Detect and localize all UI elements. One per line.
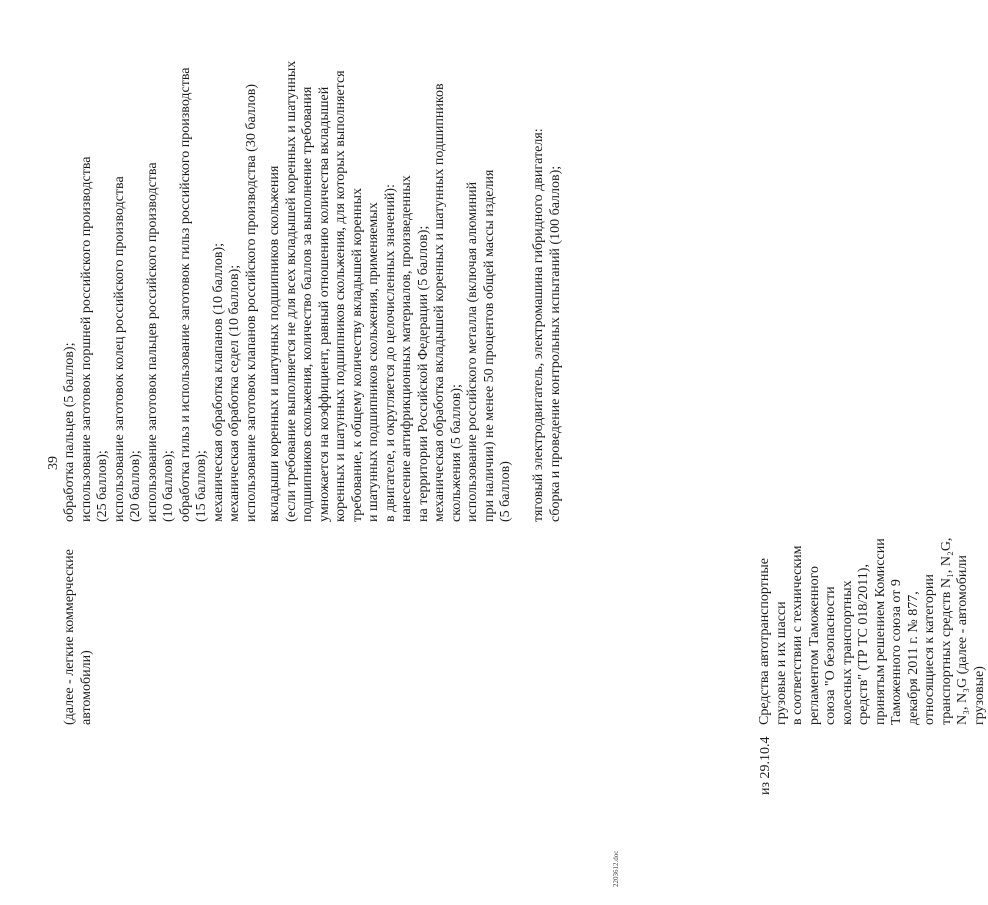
product-line: (далее - легкие коммерческие — [62, 549, 77, 725]
requirements-top — [62, 2, 260, 522]
requirement-line: обработка пальцев (5 баллов); — [62, 342, 77, 522]
requirement-line: при наличии) не менее 50 процентов общей массы изделия — [481, 169, 497, 522]
requirement-line: коренных и шатунных подшипников скольжения, для которых выполняется — [333, 70, 348, 522]
product-description — [757, 385, 988, 725]
requirement-line: механическая обработка вкладышей коренных и шатунных подшипников — [432, 83, 447, 522]
requirement-line: тяговый электродвигатель, электромашина гибридного двигателя: — [531, 128, 546, 522]
product-line: принятым решением Комиссии — [872, 538, 888, 725]
requirement-line: механическая обработка седел (10 баллов); — [227, 264, 242, 522]
requirement-line: нанесение антифрикционных материалов, произведенных — [399, 175, 414, 522]
product-line: колесных транспортных — [839, 580, 855, 725]
requirement-line: (15 баллов); — [194, 450, 209, 522]
product-line: относящиеся к категории — [922, 574, 937, 725]
requirement-line: (10 баллов); — [161, 450, 176, 522]
requirement-line: (25 баллов); — [95, 450, 110, 522]
requirement-line: вкладыши коренных и шатунных подшипников скольжения — [267, 165, 282, 522]
requirement-line: сборка и проведение контрольных испытаний (100 баллов); — [547, 165, 563, 522]
requirement-line: на территории Российской Федерации (5 баллов); — [415, 225, 431, 522]
product-line: грузовые и их шасси — [773, 601, 789, 725]
product-line: Средства автотранспортные — [757, 558, 772, 725]
product-line: транспортных средств N₁, N₂G, — [938, 537, 954, 725]
product-line: союза "О безопасности — [823, 586, 838, 725]
requirement-line: скольжения (5 баллов); — [448, 384, 464, 522]
product-line: декабря 2011 г. № 877, — [905, 591, 921, 725]
requirement-line: (20 баллов); — [128, 450, 143, 522]
product-line: Таможенного союза от 9 — [889, 579, 904, 725]
requirement-line: обработка гильз и использование заготовок гильз российского производства — [177, 67, 193, 522]
requirement-line: использование заготовок пальцев российского производства — [144, 162, 160, 522]
product-line: регламентом Таможенного — [806, 565, 822, 725]
product-line: грузовые) — [971, 666, 987, 725]
requirement-line: использование заготовок поршней российского производства — [78, 156, 94, 522]
requirement-line: (если требование выполняется не для всех вкладышей коренных и шатунных — [283, 60, 299, 522]
requirement-line: и шатунных подшипников скольжения, применяемых — [366, 202, 381, 522]
product-line: автомобили) — [78, 650, 94, 725]
page-number: 39 — [46, 456, 61, 470]
product-line: N₃, N₃G (далее - автомобили — [955, 555, 970, 725]
requirement-line: подшипников скольжения, количество баллов за выполнение требования — [300, 86, 315, 522]
requirements-traction — [531, 2, 564, 522]
product-code: из 29.10.4 — [758, 736, 773, 795]
requirement-line: использование российского металла (включая алюминий — [465, 181, 480, 522]
requirement-line: требование, к общему количеству вкладышей коренных — [349, 187, 365, 522]
requirement-line: использование заготовок колец российского производства — [111, 176, 127, 522]
product-line: в соответствии с техническим — [790, 545, 805, 725]
requirement-line: использование заготовок клапанов российского производства (30 баллов) — [243, 83, 259, 522]
requirement-line: механическая обработка клапанов (10 баллов); — [210, 242, 226, 522]
requirement-line: умножается на коэффициент, равный отношению количества вкладышей — [316, 86, 332, 522]
requirement-line: в двигателе, и округляется до целочисленных значений): — [382, 184, 398, 522]
requirement-line: (5 баллов) — [498, 461, 513, 522]
requirements-bearings — [267, 2, 515, 522]
footer-filename: 2203612.doc — [612, 850, 620, 887]
product-line: средств" (ТР ТС 018/2011), — [856, 564, 871, 725]
